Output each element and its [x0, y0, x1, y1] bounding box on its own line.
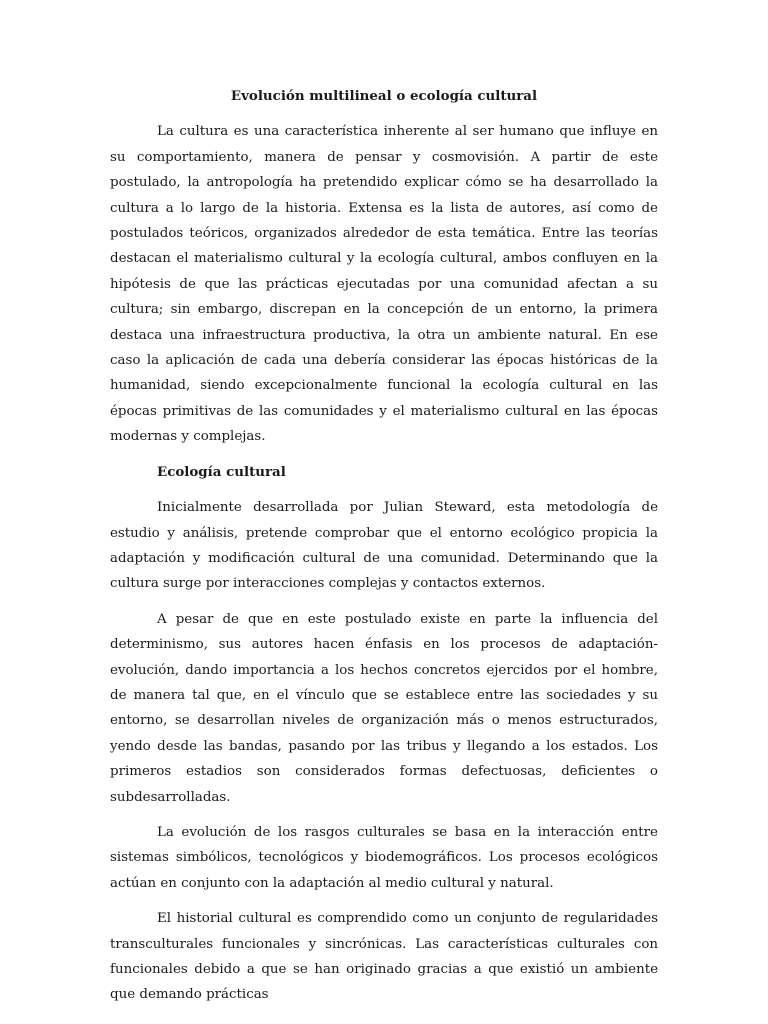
paragraph-steward: Inicialmente desarrollada por Julian Steward, esta metodología de estudio y análisis, pretende comprobar que el entorno ecológico propicia la adaptación y modificación cultural de una comunidad. Determinando que la cultura surge por interacciones complejas y contactos externos.	[110, 500, 658, 592]
document-title: Evolución multilineal o ecología cultural	[230, 88, 538, 104]
paragraph-intro: La cultura es una característica inherente al ser humano que influye en su comportamiento, manera de pensar y cosmovisión. A partir de este postulado, la antropología ha pretendido explicar cómo se ha desarrollado la cultura a lo largo de la historia. Extensa es la lista de autores, así como de postulados teóricos, organizados alrededor de esta temática. Entre las teorías destacan el materialismo cultural y la ecología cultural, ambos confluyen en la hipótesis de que las prácticas ejecutadas por una comunidad afectan a su cultura; sin embargo, discrepan en la concepción de un entorno, la primera destaca una infraestructura productiva, la otra un ambiente natural. En ese caso la aplicación de cada una debería considerar las épocas históricas de la humanidad, siendo excepcionalmente funcional la ecología cultural en las épocas primitivas de las comunidades y el materialismo cultural en las épocas modernas y complejas.	[110, 124, 658, 445]
paragraph-evolution-traits: La evolución de los rasgos culturales se basa en la interacción entre sistemas simbólicos, tecnológicos y biodemográficos. Los procesos ecológicos actúan en conjunto con la adaptación al medio cultural y natural.	[110, 824, 658, 891]
paragraph-cultural-history: El historial cultural es comprendido como un conjunto de regularidades transculturales funcionales y sincrónicas. Las características culturales con funcionales debido a que se han originado gracias a que existió un ambiente que demando prácticas	[110, 911, 658, 1003]
paragraph-determinism: A pesar de que en este postulado existe en parte la influencia del determinismo, sus autores hacen énfasis en los procesos de adaptación-evolución, dando importancia a los hechos concretos ejercidos por el hombre, de manera tal que, en el vínculo que se establece entre las sociedades y su entorno, se desarrollan niveles de organización más o menos estructurados, yendo desde las bandas, pasando por las tribus y llegando a los estados. Los primeros estadios son considerados formas defectuosas, deficientes o subdesarrolladas.	[110, 611, 658, 805]
document-body	[110, 84, 658, 1018]
section-heading: Ecología cultural	[157, 463, 286, 480]
